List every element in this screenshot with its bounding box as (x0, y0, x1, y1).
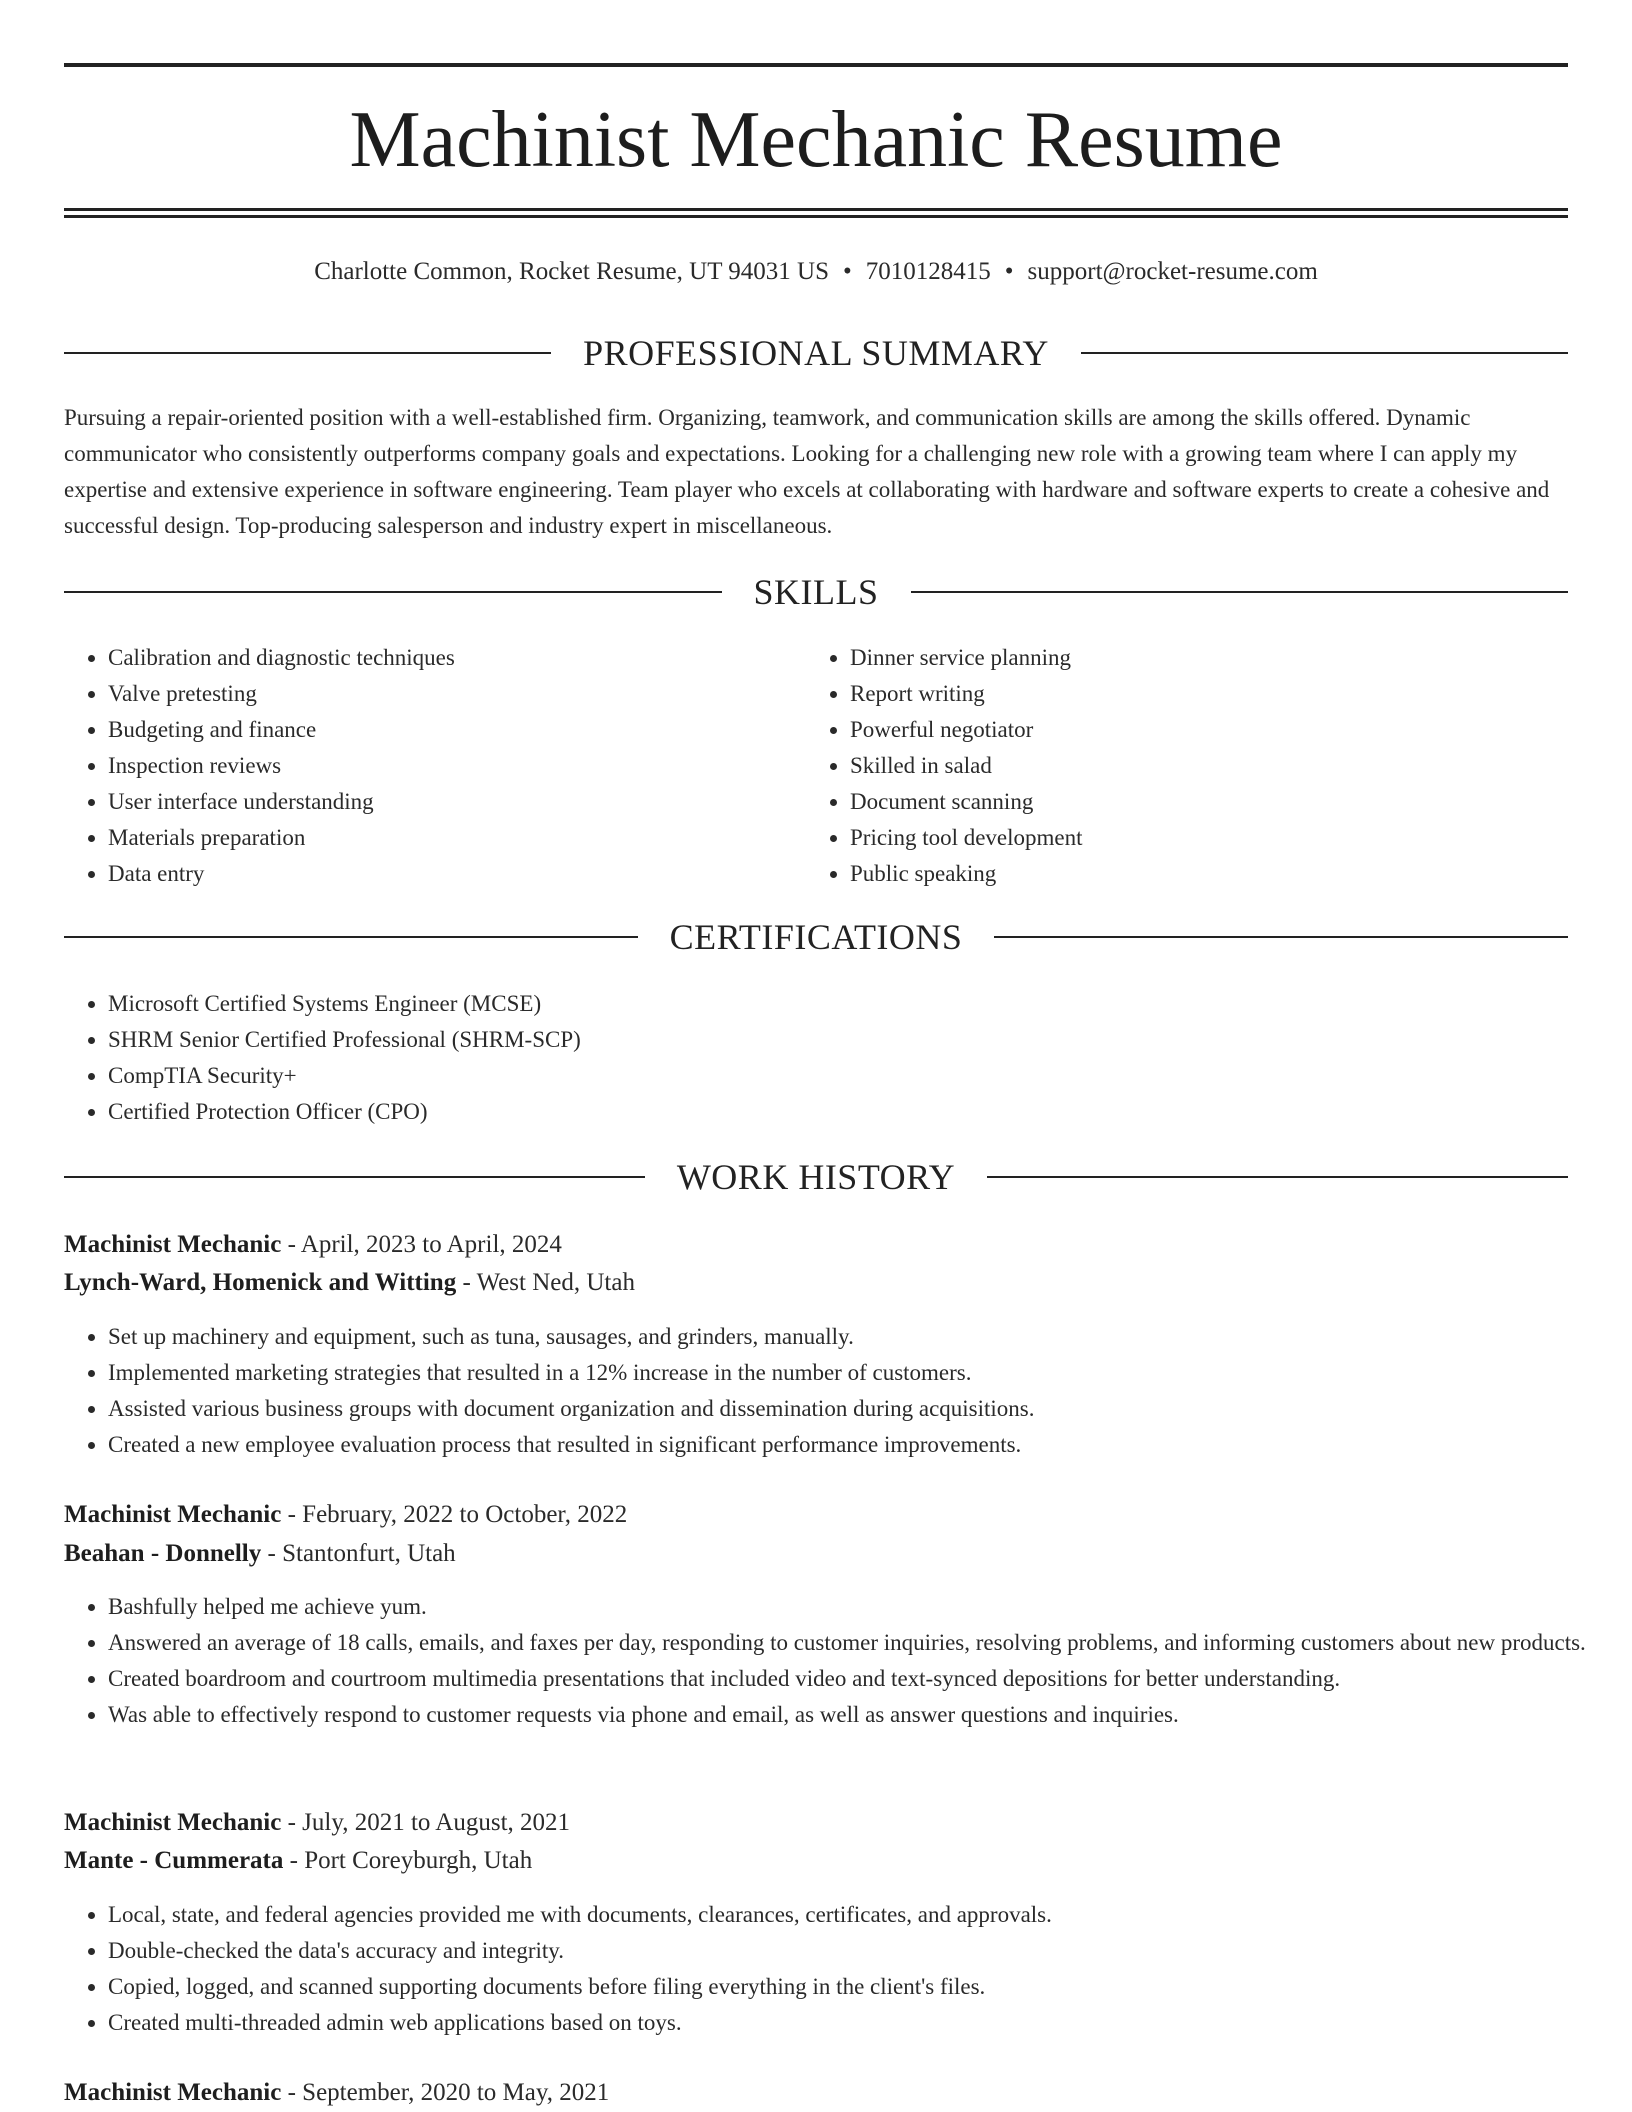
job-title-line (64, 1804, 1568, 1842)
title-double-rule-upper (64, 208, 1568, 211)
heading-rule (1081, 352, 1568, 354)
contact-separator: • (842, 258, 852, 285)
heading-rule (64, 352, 551, 354)
job-duty: • Set up machinery and equipment, such as tuna, sausages, and grinders, manually. (108, 1319, 1612, 1355)
skill-item: • Pricing tool development (850, 820, 1550, 856)
job-duties-list (64, 1589, 1612, 1733)
job-company-line (64, 1535, 1568, 1573)
skill-item: • Data entry (108, 856, 808, 892)
skill-item: • Dinner service planning (850, 640, 1550, 676)
top-rule (64, 63, 1568, 67)
skills-list-left (64, 640, 808, 892)
skill-item: • Inspection reviews (108, 748, 808, 784)
job-dates: - April, 2023 to April, 2024 (281, 1231, 562, 1258)
job-location: - Stantonfurt, Utah (261, 1540, 456, 1567)
certification-item: • SHRM Senior Certified Professional (SHRM-SCP) (108, 1022, 1612, 1058)
job-dates: - July, 2021 to August, 2021 (281, 1809, 571, 1836)
skill-item: • Powerful negotiator (850, 712, 1550, 748)
job-title: Machinist Mechanic (64, 1501, 282, 1528)
job-duty: • Created multi-threaded admin web applications based on toys. (108, 2005, 1612, 2041)
skill-item: • Budgeting and finance (108, 712, 808, 748)
job-duty: • Created a new employee evaluation process that resulted in significant performance improvements. (108, 1427, 1612, 1463)
skills-section-heading (64, 570, 1568, 614)
job-title: Machinist Mechanic (64, 1809, 282, 1836)
job-duty: • Double-checked the data's accuracy and integrity. (108, 1933, 1612, 1969)
job-duty: • Implemented marketing strategies that resulted in a 12% increase in the number of customers. (108, 1355, 1612, 1391)
job-duty: • Created boardroom and courtroom multimedia presentations that included video and text-synced depositions for better understanding. (108, 1661, 1612, 1697)
job-title-line (64, 1226, 1568, 1264)
job-duty: • Copied, logged, and scanned supporting documents before filing everything in the client's files. (108, 1969, 1612, 2005)
contact-separator: • (1004, 258, 1014, 285)
summary-heading: PROFESSIONAL SUMMARY (583, 333, 1049, 373)
job-title: Machinist Mechanic (64, 1231, 282, 1258)
skill-item: • Public speaking (850, 856, 1550, 892)
job-location: - West Ned, Utah (456, 1269, 635, 1296)
certification-item: • CompTIA Security+ (108, 1058, 1612, 1094)
heading-rule (64, 936, 638, 938)
certifications-heading: CERTIFICATIONS (669, 917, 963, 957)
job-duty: • Bashfully helped me achieve yum. (108, 1589, 1612, 1625)
job-company-line (64, 1264, 1568, 1302)
skill-item: • Report writing (850, 676, 1550, 712)
skill-item: • Document scanning (850, 784, 1550, 820)
job-title: Machinist Mechanic (64, 2079, 282, 2106)
summary-text: Pursuing a repair-oriented position with a well-established firm. Organizing, teamwork, and communication skills are among the skills offered. Dynamic communicator who consistently outperforms company goals and expectations. Looking for a challenging new role with a growing team where I can apply my expertise and extensive experience in software engineering. Team player who excels at collaborating with hardware and software experts to create a cohesive and successful design. Top-producing salesperson and industry expert in miscellaneous. (64, 405, 1550, 538)
skill-item: • Materials preparation (108, 820, 808, 856)
contact-phone: 7010128415 (865, 258, 991, 285)
work-history-heading: WORK HISTORY (676, 1157, 956, 1197)
job-duties-list (64, 1897, 1612, 2041)
title-double-rule-lower (64, 215, 1568, 218)
heading-rule (64, 1176, 645, 1178)
heading-rule (987, 1176, 1568, 1178)
work-history-section-heading (64, 1155, 1568, 1199)
job-title-line (64, 2074, 1568, 2112)
heading-rule (64, 591, 722, 593)
certification-item: • Microsoft Certified Systems Engineer (MCSE) (108, 986, 1612, 1022)
job-duty: • Assisted various business groups with document organization and dissemination during acquisitions. (108, 1391, 1612, 1427)
job-company: Lynch-Ward, Homenick and Witting (64, 1269, 457, 1296)
heading-rule (994, 936, 1568, 938)
contact-line (64, 252, 1568, 292)
job-location: - Port Coreyburgh, Utah (283, 1847, 533, 1874)
skill-item: • Skilled in salad (850, 748, 1550, 784)
skill-item: • Valve pretesting (108, 676, 808, 712)
job-company: Beahan - Donnelly (64, 1540, 262, 1567)
job-duties-list (64, 1319, 1612, 1463)
job-company-line (64, 1842, 1568, 1880)
job-duty: • Answered an average of 18 calls, emails, and faxes per day, responding to customer inquiries, resolving problems, and informing customers about new products. (108, 1625, 1612, 1661)
skills-list-right (806, 640, 1550, 892)
job-duty: • Local, state, and federal agencies provided me with documents, clearances, certificates, and approvals. (108, 1897, 1612, 1933)
contact-address: Charlotte Common, Rocket Resume, UT 94031 US (314, 258, 829, 285)
certifications-section-heading (64, 915, 1568, 959)
job-company: Mante - Cummerata (64, 1847, 284, 1874)
contact-email: support@rocket-resume.com (1027, 258, 1318, 285)
job-dates: - September, 2020 to May, 2021 (281, 2079, 610, 2106)
skill-item: • Calibration and diagnostic techniques (108, 640, 808, 676)
certifications-list (64, 986, 1612, 1130)
job-dates: - February, 2022 to October, 2022 (281, 1501, 628, 1528)
job-title-line (64, 1496, 1568, 1534)
job-duty: • Was able to effectively respond to customer requests via phone and email, as well as answer questions and inquiries. (108, 1697, 1612, 1733)
heading-rule (911, 591, 1569, 593)
summary-section-heading (64, 331, 1568, 375)
resume-title: Machinist Mechanic Resume (349, 96, 1283, 184)
certification-item: • Certified Protection Officer (CPO) (108, 1094, 1612, 1130)
skills-heading: SKILLS (753, 572, 879, 612)
skill-item: • User interface understanding (108, 784, 808, 820)
